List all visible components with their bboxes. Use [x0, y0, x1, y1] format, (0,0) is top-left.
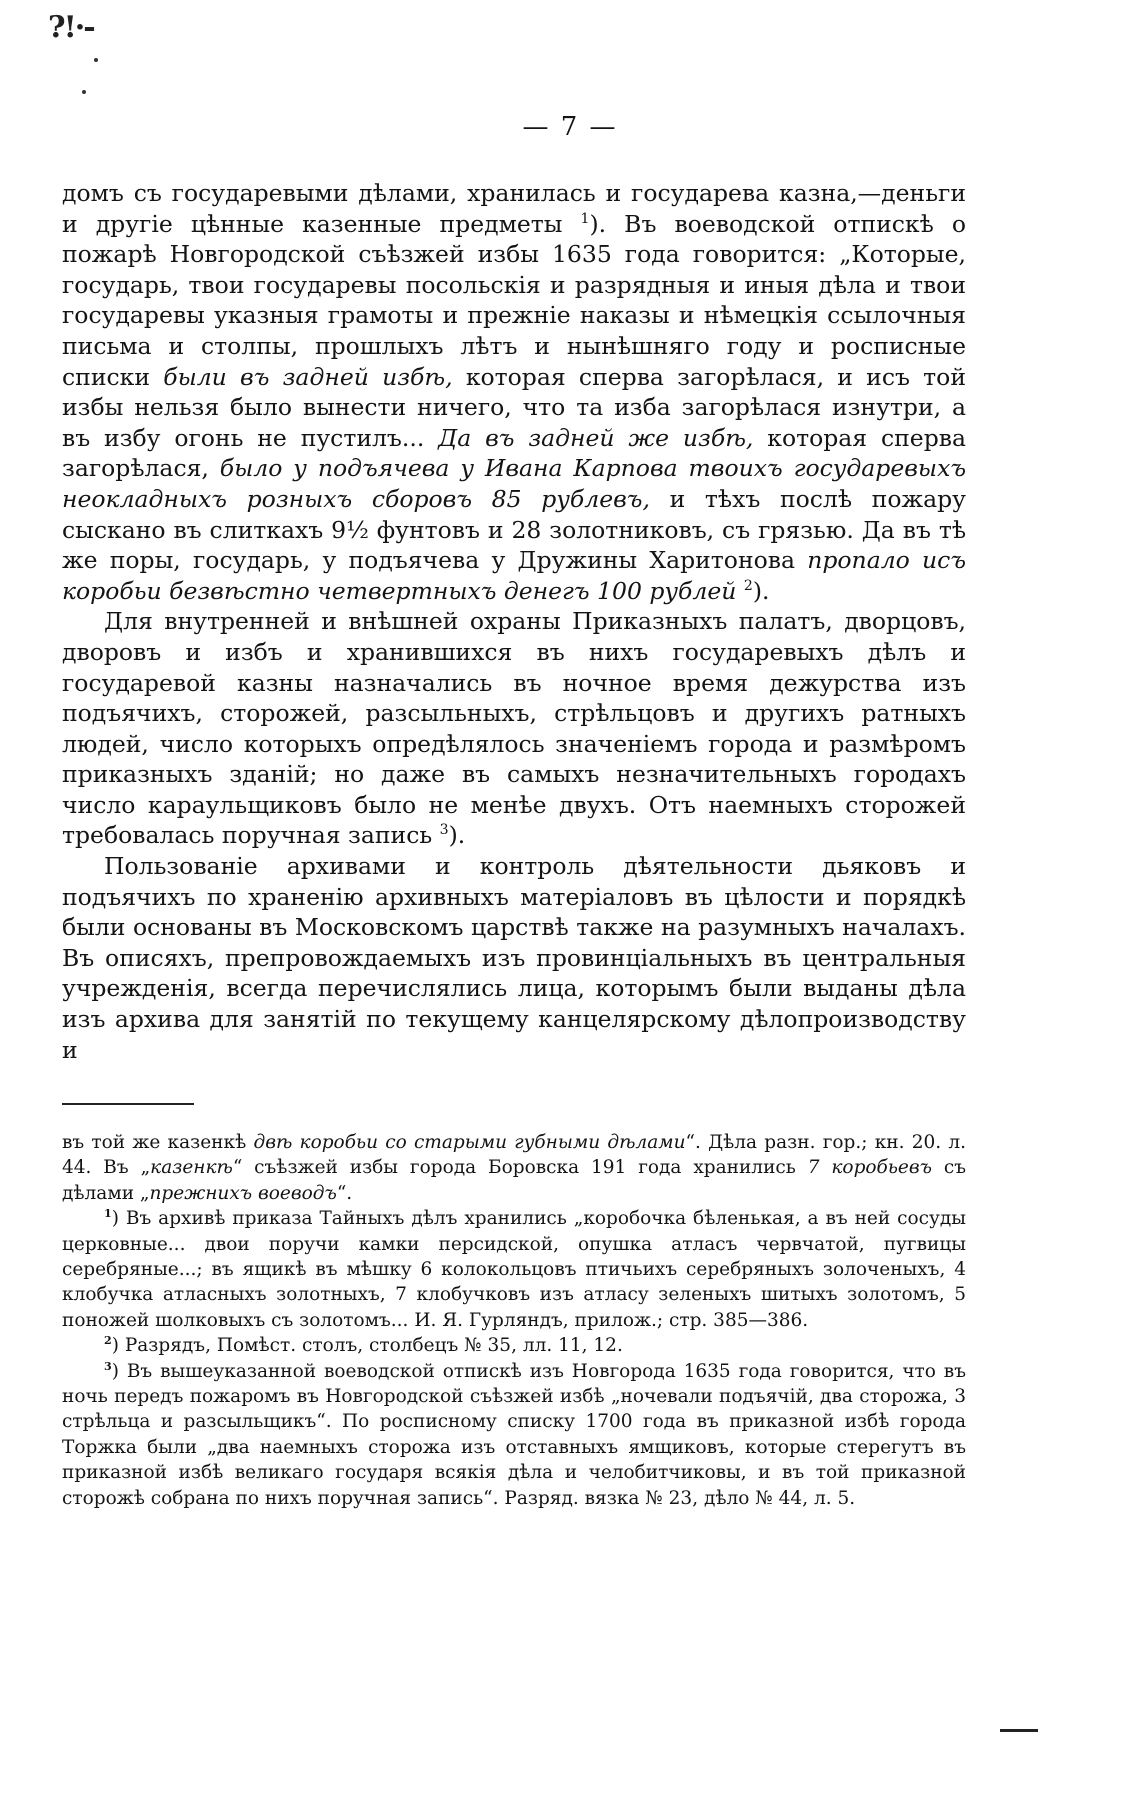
footnote-ref-2[interactable]: 2	[743, 577, 753, 594]
footnote-marker: 2	[104, 1334, 112, 1348]
scan-speck	[82, 90, 86, 94]
text-span: “. Дѣла разн. гор.; кн. 20. л. 44. Въ „	[62, 1132, 967, 1179]
italic-quote: казенкѣ	[150, 1157, 233, 1179]
italic-quote: двѣ коробьи со старыми губными дѣлами	[253, 1132, 686, 1153]
footnote-marker: 1	[104, 1207, 112, 1221]
text-span: “.	[336, 1182, 353, 1204]
text-span: “ съѣзжей избы города Боровска 191 года хранились	[232, 1157, 808, 1179]
main-text	[62, 178, 966, 1065]
footnote-text: ) Разрядъ, Помѣст. столъ, столбецъ № 35, лл. 11, 12.	[111, 1335, 623, 1357]
scan-speck	[94, 58, 98, 62]
text-span: которая сперва загорѣлася,	[62, 423, 966, 483]
italic-quote: прежнихъ воеводъ	[149, 1182, 337, 1204]
italic-quote: Да въ задней же избѣ,	[438, 423, 754, 452]
footnote-2	[62, 1333, 966, 1358]
text-span: домъ съ государевыми дѣлами, хранилась и государева казна,—деньги и другіе цѣнные казенные предметы	[62, 179, 966, 238]
text-span: съ дѣлами „	[62, 1157, 966, 1204]
italic-quote: пропало исъ коробьи безвѣстно четвертныхъ денегъ 100 рублей	[62, 546, 966, 605]
text-span: ).	[448, 821, 466, 850]
margin-dash	[1000, 1729, 1038, 1732]
italic-quote: были въ задней избѣ,	[163, 362, 453, 391]
footnote-3	[62, 1359, 966, 1511]
paragraph-2	[62, 606, 966, 851]
footnote-marker: 3	[104, 1359, 112, 1373]
scan-blot-mark: ‪?!·-	[48, 10, 94, 45]
italic-quote: 7 коробьевъ	[807, 1157, 932, 1179]
page-number: — 7 —	[522, 112, 618, 142]
footnote-separator	[62, 1103, 194, 1105]
text-span: Для внутренней и внѣшней охраны Приказныхъ палатъ, дворцовъ, дворовъ и избъ и хранившихся въ нихъ государевыхъ дѣлъ и государевой казны назначались въ ночное время дежурства изъ подъячихъ, сторожей, разсыльныхъ, стрѣльцовъ и другихъ ратныхъ людей, число которыхъ опредѣлялось значеніемъ города и размѣромъ приказныхъ зданій; но даже въ самыхъ незначительныхъ городахъ число караульщиковъ было не менѣе двухъ. Отъ наемныхъ сторожей требовалась поручная запись	[62, 607, 966, 850]
paragraph-3: Пользованіе архивами и контроль дѣятельности дьяковъ и подъячихъ по храненію архивныхъ матеріаловъ въ цѣлости и порядкѣ были основаны въ Московскомъ царствѣ также на разумныхъ началахъ. Въ описяхъ, препровождаемыхъ изъ провинціальныхъ въ центральныя учрежденія, всегда перечислялись лица, которымъ были выданы дѣла изъ архива для занятій по текущему канцелярскому дѣлопроизводству и	[62, 852, 966, 1064]
footnote-1	[62, 1206, 966, 1333]
footnote-ref-3[interactable]: 3	[439, 822, 449, 839]
text-span: ).	[752, 576, 770, 605]
footnotes	[62, 1130, 966, 1511]
footnote-text: ) Въ вышеуказанной воеводской отпискѣ изъ Новгорода 1635 года говорится, что въ ночь передъ пожаромъ въ Новгородской съѣзжей избѣ „ночевали подъячій, два сторожа, 3 стрѣльца и разсыльщикъ“. По росписному списку 1700 года въ приказной избѣ города Торжка были „два наемныхъ сторожа изъ отставныхъ ямщиковъ, которые стерегутъ въ приказной избѣ великаго государя всякія дѣла и челобитчиковы, и въ той приказной сторожѣ собрана по нихъ поручная запись“. Разряд. вязка № 23, дѣло № 44, л. 5.	[62, 1360, 966, 1509]
text-span: въ той же казенкѣ	[62, 1132, 254, 1153]
paragraph-1	[62, 178, 966, 606]
italic-quote: было у подъячева у Ивана Карпова твоихъ государевыхъ неокладныхъ розныхъ сборовъ 85 рублевъ,	[62, 454, 966, 513]
footnote-text: ) Въ архивѣ приказа Тайныхъ дѣлъ хранились „коробочка бѣленькая, а въ ней сосуды церковные... двои поручи камки персидской, опушка атласъ червчатой, пугвицы серебряные...; въ ящикѣ въ мѣшку 6 колокольцовъ птичьихъ серебряныхъ золоченыхъ, 4 клобучка атласныхъ золотныхъ, 7 клобучковъ изъ атласу зеленыхъ шитыхъ золотомъ, 5 поножей шолковыхъ съ золотомъ... И. Я. Гурляндъ, прилож.; стр. 385—386.	[62, 1208, 966, 1331]
footnote-continuation	[62, 1130, 966, 1206]
text-span: ). Въ воеводской отпискѣ о пожарѣ Новгородской съѣзжей избы 1635 года говорится: „Которые, государь, твои государевы посольскія и разрядныя и иныя дѣла и твои государевы указныя грамоты и прежніе наказы и нѣмецкія ссылочныя письма и столпы, прошлыхъ лѣтъ и нынѣшняго году и росписные списки	[62, 209, 966, 391]
text-span: которая сперва загорѣлася, и исъ той избы нельзя было вынести ничего, что та изба загорѣлася изнутри, а въ избу огонь не пустилъ...	[62, 362, 966, 452]
text-span: и тѣхъ послѣ пожару сыскано въ слиткахъ 9½ фунтовъ и 28 золотниковъ, съ грязью. Да въ тѣ же поры, государь, у подъячева у Дружины Харитонова	[62, 484, 966, 575]
footnote-ref-1[interactable]: 1	[580, 210, 590, 227]
